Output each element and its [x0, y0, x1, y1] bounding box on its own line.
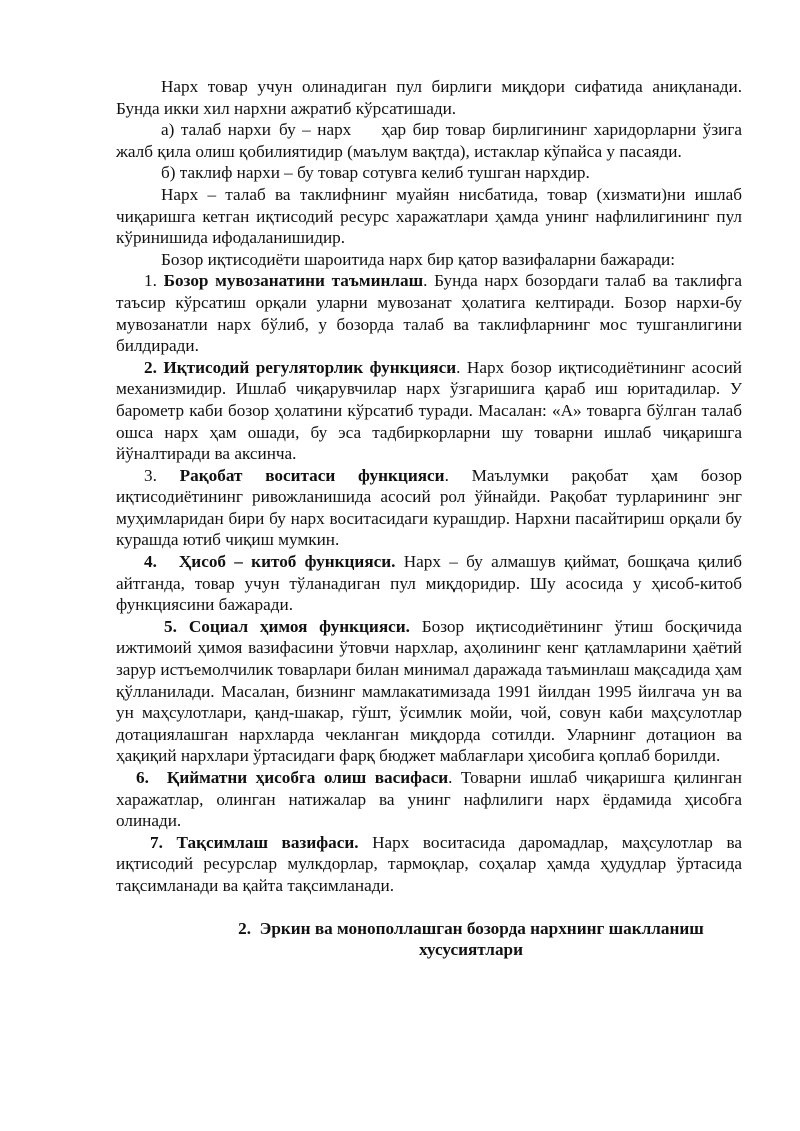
document-page	[116, 76, 742, 961]
demand-price-text: ҳар бир товар бирлигининг харидорларни ўзига жалб қила олиш қобилиятидир (маълум вақтда), истаклар кўпайса у пасаяди.	[116, 120, 742, 161]
function-title: Иқтисодий регуляторлик функцияси	[163, 357, 457, 377]
function-number: 4.	[144, 552, 157, 572]
function-title: Социал ҳимоя функцияси.	[188, 616, 410, 636]
function-item-4	[116, 551, 742, 616]
function-text: Товарни ишлаб чиқаришга қилинган харажатлар, олинган натижалар ва унинг нафлилиги нарх ёрдамида ҳисобга олинади.	[116, 768, 742, 831]
function-item-2	[116, 357, 742, 465]
section-heading-line-1	[200, 918, 742, 940]
function-title: Тақсимлаш вазифаси.	[176, 832, 359, 852]
function-sep: .	[444, 465, 449, 485]
function-item-6	[116, 767, 742, 832]
function-sep: .	[423, 271, 428, 291]
function-item-5	[116, 616, 742, 767]
function-sep: .	[456, 357, 461, 377]
function-title: Рақобат воситаси функцияси	[179, 465, 445, 485]
function-title: Ҳисоб – китоб функцияси.	[178, 552, 396, 572]
function-item-1	[116, 270, 742, 356]
function-title: Қийматни ҳисобга олиш васифаси	[166, 768, 449, 787]
function-number: 3.	[144, 465, 157, 485]
function-number: 6.	[136, 768, 149, 787]
function-text: Нарх бозор иқтисодиётининг асосий механизмидир. Ишлаб чиқарувчилар нарх ўзгаришига қараб иш юритадилар. У барометр каби бозор ҳолатини кўрсатиб туради. Масалан: «А» товарга бўлган талаб ошса нарх ҳам ошади, бу эса тадбиркорларни шу товарни ишлаб чиқаришга йўналтиради ва аксинча.	[116, 357, 743, 464]
function-text: Нарх – бу алмашув қиймат, бошқача қилиб айтганда, товар учун тўланадиган пул миқдоридир. Шу асосида у ҳисоб-китоб функциясини бажаради.	[116, 552, 742, 615]
function-item-3	[116, 465, 742, 551]
section-heading	[116, 918, 742, 961]
function-item-7	[116, 832, 742, 897]
function-number: 2.	[144, 357, 157, 377]
paragraph-price-definition: Нарх товар учун олинадиган пул бирлиги миқдори сифатида аниқланади. Бунда икки хил нархни ажратиб кўрсатишади.	[116, 77, 742, 118]
paragraph-price-meaning: Нарх – талаб ва таклифнинг муайян нисбатида, товар (хизмати)ни ишлаб чиқаришга кетган иқтисодий ресурс харажатлари ҳамда унинг нафлилигининг пул кўринишида ифодаланишидир.	[116, 184, 742, 248]
section-number: 2.	[238, 918, 252, 938]
demand-price-label: а) талаб нархи	[161, 120, 271, 140]
paragraph-supply-price: б) таклиф нархи – бу товар сотувга келиб тушган нархдир.	[161, 163, 590, 183]
function-title: Бозор мувозанатини таъминлаш	[163, 271, 424, 291]
function-text: Нарх воситасида даромадлар, маҳсулотлар ва иқтисодий ресурслар мулкдорлар, тармоқлар, соҳалар ҳамда ҳудудлар ўртасида тақсимланади ва қайта тақсимланади.	[116, 832, 742, 895]
section-title: Эркин ва монополлашган бозорда нархнинг шаклланиш	[259, 918, 704, 938]
paragraph-demand-price	[116, 119, 742, 162]
paragraph-functions-intro: Бозор иқтисодиёти шароитида нарх бир қатор вазифаларни бажаради:	[161, 249, 676, 269]
demand-price-dash: бу – нарх	[279, 120, 352, 140]
section-heading-line-2: хусусиятлари	[418, 940, 523, 960]
function-number: 7.	[150, 832, 163, 852]
function-number: 1.	[144, 271, 157, 291]
function-sep: .	[448, 768, 453, 787]
function-text: Бунда нарх бозордаги талаб ва таклифга таъсир кўрсатиш орқали уларни мувозанат ҳолатига келтиради. Бозор нархи-бу мувозанатли нарх бўлиб, у бозорда талаб ва таклифларнинг мос тушганлигини билдиради.	[116, 271, 742, 356]
function-number: 5.	[164, 616, 177, 636]
function-text: Маълумки рақобат ҳам бозор иқтисодиётининг ривожланишида асосий рол ўйнайди. Рақобат турларининг энг муҳимларидан бири бу нарх воситасидаги курашдир. Нархни пасайтириш орқали бу курашда ютиб чиқиш мумкин.	[116, 465, 743, 550]
function-text: Бозор иқтисодиётининг ўтиш босқичида ижтимоий ҳимоя вазифасини ўтовчи нархлар, аҳолининг кенг қатламларини ҳаётий зарур истъемолчилик товарлари билан минимал даражада таъминлаш мақсадида ҳам қўлланилади. Масалан, бизнинг мамлакатимизада 1991 йилдан 1995 йилгача ун ва ун маҳсулотлари, қанд-шакар, гўшт, ўсимлик мойи, чой, совун каби маҳсулотлар дотациялашган нархларда чекланган миқдорда сотилди. Уларнинг дотацион ва ҳақиқий нархлари ўртасидаги фарқ бюджет маблағлари ҳисобига қоплаб борилди.	[116, 616, 742, 766]
